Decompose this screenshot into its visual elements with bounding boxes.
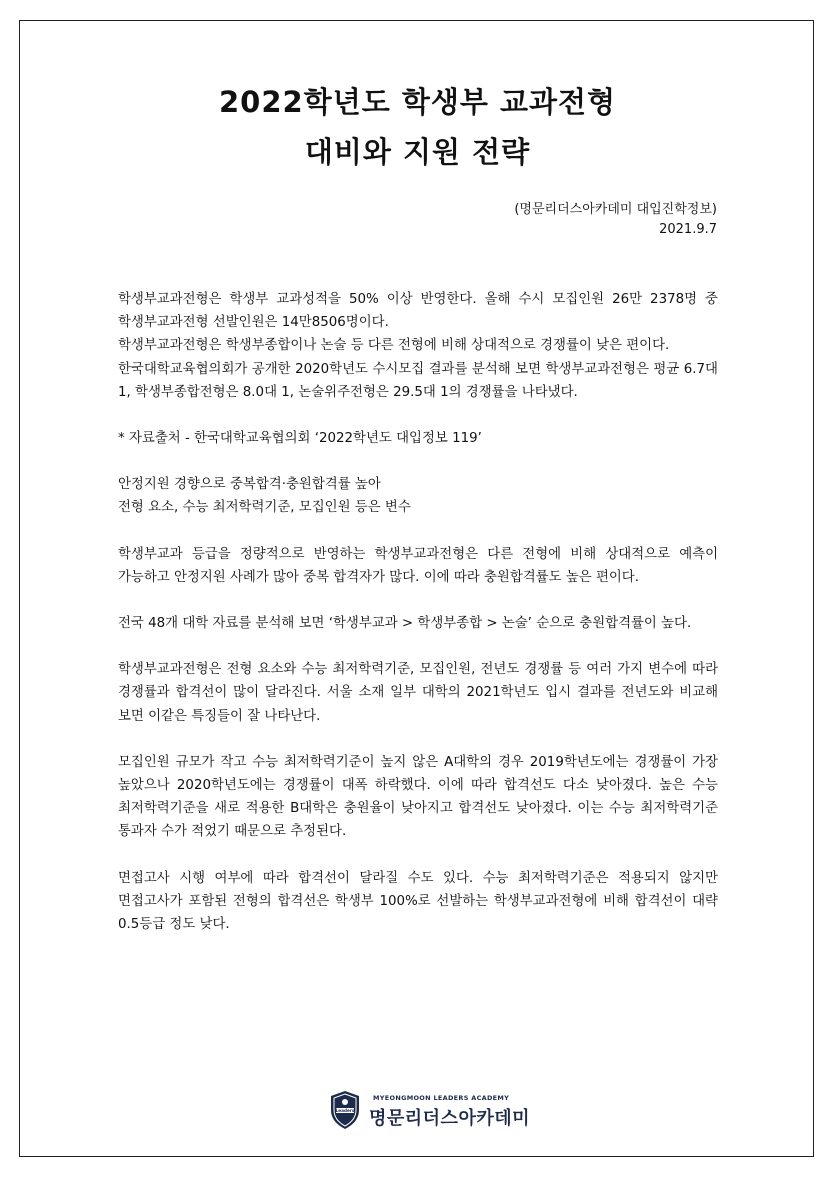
logo-english-name: MYEONGMOON LEADERS ACADEMY xyxy=(373,1094,510,1102)
paragraph-body-2: 전국 48개 대학 자료를 분석해 보면 ‘학생부교과 > 학생부종합 > 논술’ 순으로 충원합격률이 높다. xyxy=(118,616,692,632)
paragraph-body-1: 학생부교과 등급을 정량적으로 반영하는 학생부교과전형은 다른 전형에 비해 상대적으로 예측이 가능하고 안정지원 사례가 많아 중복 합격자가 많다. 이에 따라 충원합격률도 높은 편이다. xyxy=(118,546,718,585)
source-note: * 자료출처 - 한국대학교육협의회 ‘2022학년도 대입정보 119’ xyxy=(118,431,482,447)
paragraph-intro-2: 학생부교과전형은 학생부종합이나 논술 등 다른 전형에 비해 상대적으로 경쟁률이 낮은 편이다. xyxy=(118,338,670,354)
shield-label xyxy=(336,1108,354,1113)
section-heading-1: 안정지원 경향으로 중복합격·충원합격률 높아 xyxy=(118,477,381,493)
page-title-line2: 대비와 지원 전략 xyxy=(304,135,531,169)
paragraph-body-4: 모집인원 규모가 작고 수능 최저학력기준이 높지 않은 A대학의 경우 2019학년도에는 경쟁률이 가장 높았으나 2020학년도에는 경쟁률이 대폭 하락했다. 이에 따라 합격선도 다소 낮아졌다. 높은 수능 최저학력기준을 새로 적용한 B대학은 충원율이 낮아지고 합격선도 낮아졌다. 이는 수능 최저학력기준 통과자 수가 적었기 때문으로 추정된다. xyxy=(118,754,718,840)
section-heading-2: 전형 요소, 수능 최저학력기준, 모집인원 등은 변수 xyxy=(118,500,411,516)
paragraph-intro-3: 한국대학교육협의회가 공개한 2020학년도 수시모집 결과를 분석해 보면 학생부교과전형은 평균 6.7대 1, 학생부종합전형은 8.0대 1, 논술위주전형은 29.5대 1의 경쟁률을 나타냈다. xyxy=(118,361,718,400)
page-title-line1: 2022학년도 학생부 교과전형 xyxy=(218,85,617,119)
paragraph-body-3: 학생부교과전형은 전형 요소와 수능 최저학력기준, 모집인원, 전년도 경쟁률 등 여러 가지 변수에 따라 경쟁률과 합격선이 많이 달라진다. 서울 소재 일부 대학의 2021학년도 입시 결과를 전년도와 비교해 보면 이같은 특징들이 잘 나타난다. xyxy=(118,662,718,724)
paragraph-body-5: 면접고사 시행 여부에 따라 합격선이 달라질 수도 있다. 수능 최저학력기준은 적용되지 않지만 면접고사가 포함된 전형의 합격선은 학생부 100%로 선발하는 학생부교과전형에 비해 합격선이 대략 0.5등급 정도 낮다. xyxy=(118,870,718,933)
date-line: 2021.9.7 xyxy=(659,222,717,237)
logo-korean-name: 명문리더스아카데미 xyxy=(369,1108,530,1129)
shield-label-text: Leaders xyxy=(336,1108,354,1113)
article-body xyxy=(118,288,718,936)
paragraph-intro-1: 학생부교과전형은 학생부 교과성적을 50% 이상 반영한다. 올해 수시 모집인원 26만 2378명 중 학생부교과전형 선발인원은 14만8506명이다. xyxy=(118,292,718,331)
source-line: (명문리더스아카데미 대입진학정보) xyxy=(514,202,717,217)
academy-logo xyxy=(329,1090,529,1132)
